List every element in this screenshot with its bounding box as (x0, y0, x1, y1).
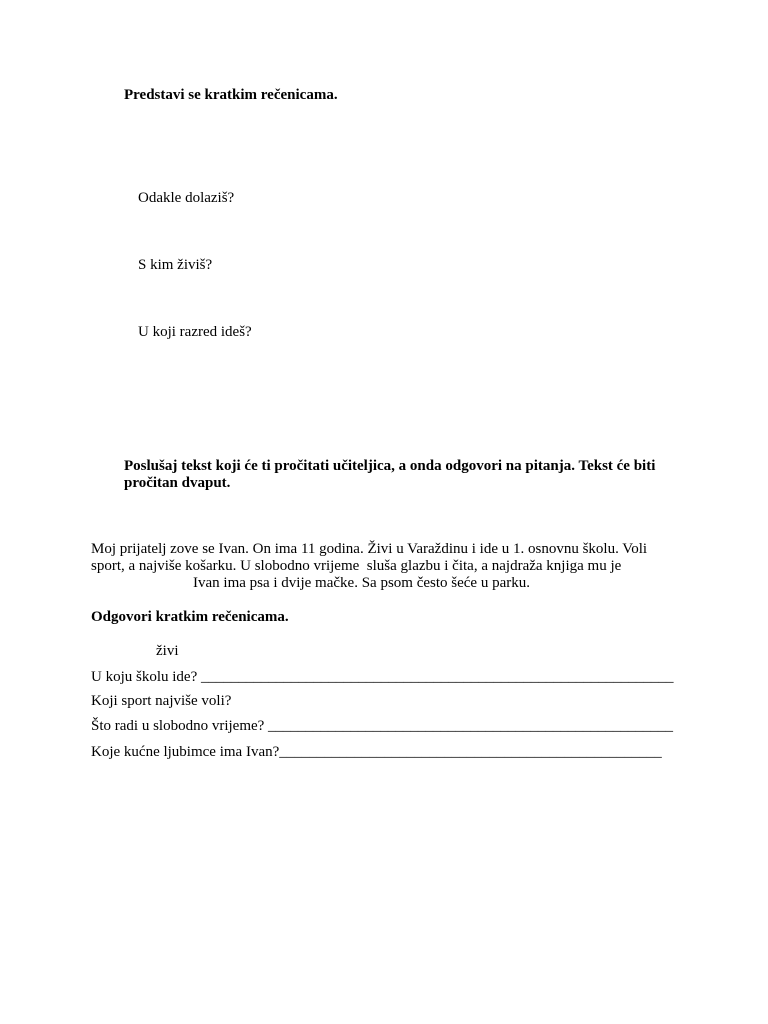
story-line-2: sport, a najviše košarku. U slobodno vrijeme sluša glazbu i čita, a najdraža knjiga mu je (91, 558, 622, 574)
story-line-1: Moj prijatelj zove se Ivan. On ima 11 godina. Živi u Varaždinu i ide u 1. osnovnu školu. Voli (91, 541, 648, 557)
question-school: U koju školu ide? _______________________________________________________________ (91, 669, 674, 685)
question-origin: Odakle dolaziš? (138, 190, 235, 206)
question-pets: Koje kućne ljubimce ima Ivan?___________________________________________________ (91, 744, 662, 760)
section3-heading: Odgovori kratkim rečenicama. (91, 609, 289, 625)
story-line-3: Ivan ima psa i dvije mačke. Sa psom često šeće u parku. (193, 575, 530, 591)
section2-instruction-line2: pročitan dvaput. (124, 475, 231, 491)
question-grade: U koji razred ideš? (138, 324, 252, 340)
question-sport: Koji sport najviše voli? (91, 693, 232, 709)
question-live-with: S kim živiš? (138, 257, 213, 273)
question-free-time: Što radi u slobodno vrijeme? ______________________________________________________ (91, 718, 674, 734)
fragment-text: živi (156, 643, 179, 659)
section2-instruction-line1: Poslušaj tekst koji će ti pročitati učiteljica, a onda odgovori na pitanja. Tekst će biti (124, 458, 656, 474)
section1-heading: Predstavi se kratkim rečenicama. (124, 87, 338, 103)
